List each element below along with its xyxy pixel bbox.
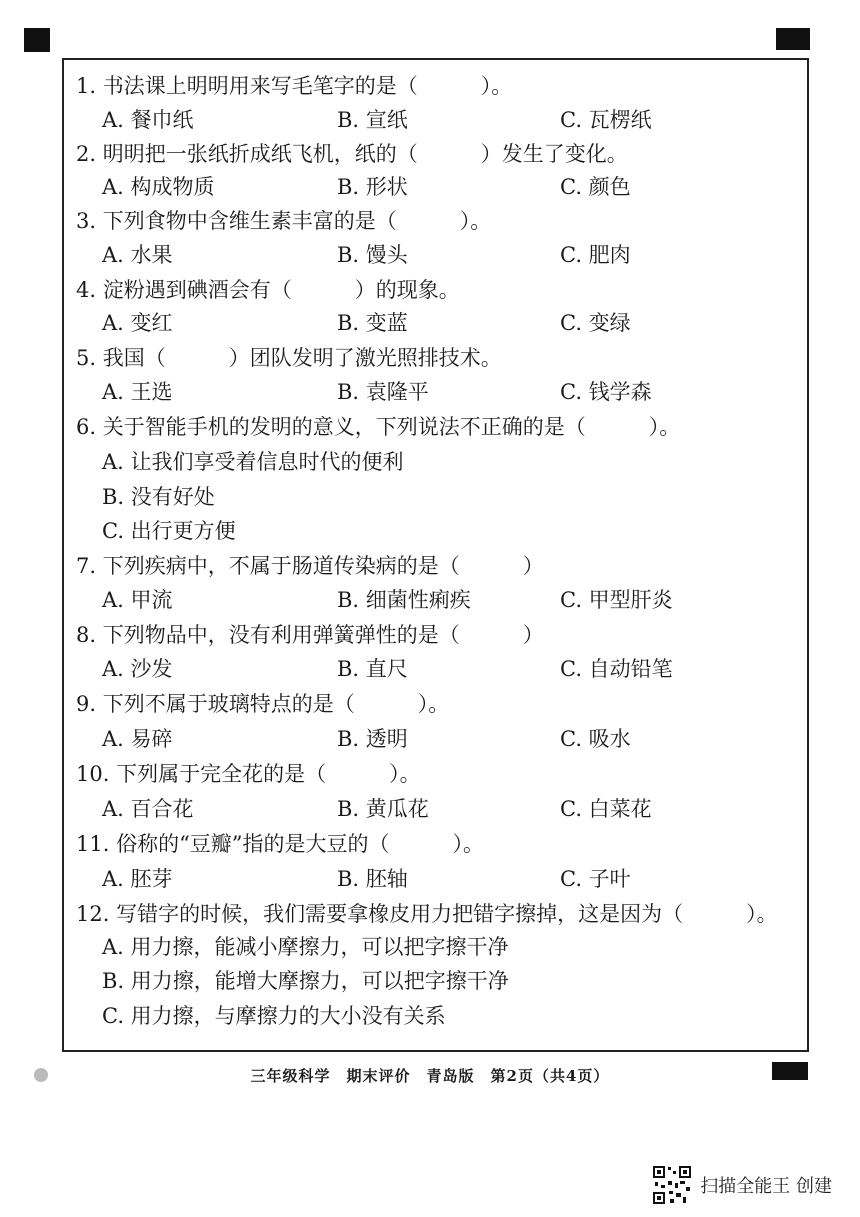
- question-3: 3. 下列食物中含维生素丰富的是（ ）。: [76, 209, 492, 233]
- q11-option-b: B. 胚轴: [337, 867, 408, 891]
- q2-option-a: A. 构成物质: [102, 175, 215, 199]
- registration-mark-top-right: [776, 28, 810, 50]
- qr-code-icon: [652, 1165, 692, 1205]
- q5-option-a: A. 王选: [102, 380, 173, 404]
- question-12: 12. 写错字的时候，我们需要拿橡皮用力把错字擦掉，这是因为（ ）。: [76, 902, 778, 926]
- q9-option-c: C. 吸水: [560, 727, 631, 751]
- q8-option-c: C. 自动铅笔: [560, 657, 673, 681]
- q2-option-b: B. 形状: [337, 175, 408, 199]
- question-4: 4. 淀粉遇到碘酒会有（ ）的现象。: [76, 278, 460, 302]
- q8-option-b: B. 直尺: [337, 657, 408, 681]
- q3-option-a: A. 水果: [102, 243, 173, 267]
- q6-option-c: C. 出行更方便: [102, 519, 236, 543]
- q4-option-c: C. 变绿: [560, 311, 631, 335]
- q5-option-c: C. 钱学森: [560, 380, 652, 404]
- q10-option-b: B. 黄瓜花: [337, 797, 429, 821]
- q2-option-c: C. 颜色: [560, 175, 631, 199]
- question-5: 5. 我国（ ）团队发明了激光照排技术。: [76, 346, 502, 370]
- q1-option-c: C. 瓦楞纸: [560, 108, 652, 132]
- q3-option-b: B. 馒头: [337, 243, 408, 267]
- question-10: 10. 下列属于完全花的是（ ）。: [76, 762, 421, 786]
- q12-option-c: C. 用力擦，与摩擦力的大小没有关系: [102, 1004, 446, 1028]
- q6-option-b: B. 没有好处: [102, 485, 215, 509]
- question-9: 9. 下列不属于玻璃特点的是（ ）。: [76, 692, 450, 716]
- q4-option-b: B. 变蓝: [337, 311, 408, 335]
- q9-option-a: A. 易碎: [102, 727, 173, 751]
- q10-option-c: C. 白菜花: [560, 797, 652, 821]
- q11-option-a: A. 胚芽: [102, 867, 173, 891]
- scanner-label: 扫描全能王 创建: [700, 1176, 832, 1197]
- q7-option-b: B. 细菌性痢疾: [337, 588, 471, 612]
- question-7: 7. 下列疾病中，不属于肠道传染病的是（ ）: [76, 554, 544, 578]
- question-6: 6. 关于智能手机的发明的意义，下列说法不正确的是（ ）。: [76, 415, 681, 439]
- page-footer: 三年级科学 期末评价 青岛版 第2页（共4页）: [250, 1067, 610, 1085]
- scanner-watermark: [652, 1165, 832, 1205]
- registration-mark-top-left: [24, 28, 50, 52]
- q12-option-b: B. 用力擦，能增大摩擦力，可以把字擦干净: [102, 969, 509, 993]
- q6-option-a: A. 让我们享受着信息时代的便利: [102, 450, 404, 474]
- q11-option-c: C. 子叶: [560, 867, 631, 891]
- question-8: 8. 下列物品中，没有利用弹簧弹性的是（ ）: [76, 623, 544, 647]
- q1-option-a: A. 餐巾纸: [102, 108, 194, 132]
- q5-option-b: B. 袁隆平: [337, 380, 429, 404]
- question-11: 11. 俗称的“豆瓣”指的是大豆的（ ）。: [76, 832, 485, 856]
- q7-option-a: A. 甲流: [102, 588, 173, 612]
- q9-option-b: B. 透明: [337, 727, 408, 751]
- q1-option-b: B. 宣纸: [337, 108, 408, 132]
- q3-option-c: C. 肥肉: [560, 243, 631, 267]
- q4-option-a: A. 变红: [102, 311, 173, 335]
- question-1: 1. 书法课上明明用来写毛笔字的是（ ）。: [76, 74, 513, 98]
- q8-option-a: A. 沙发: [102, 657, 173, 681]
- question-2: 2. 明明把一张纸折成纸飞机，纸的（ ）发生了变化。: [76, 142, 628, 166]
- q7-option-c: C. 甲型肝炎: [560, 588, 673, 612]
- q12-option-a: A. 用力擦，能减小摩擦力，可以把字擦干净: [102, 935, 509, 959]
- q10-option-a: A. 百合花: [102, 797, 194, 821]
